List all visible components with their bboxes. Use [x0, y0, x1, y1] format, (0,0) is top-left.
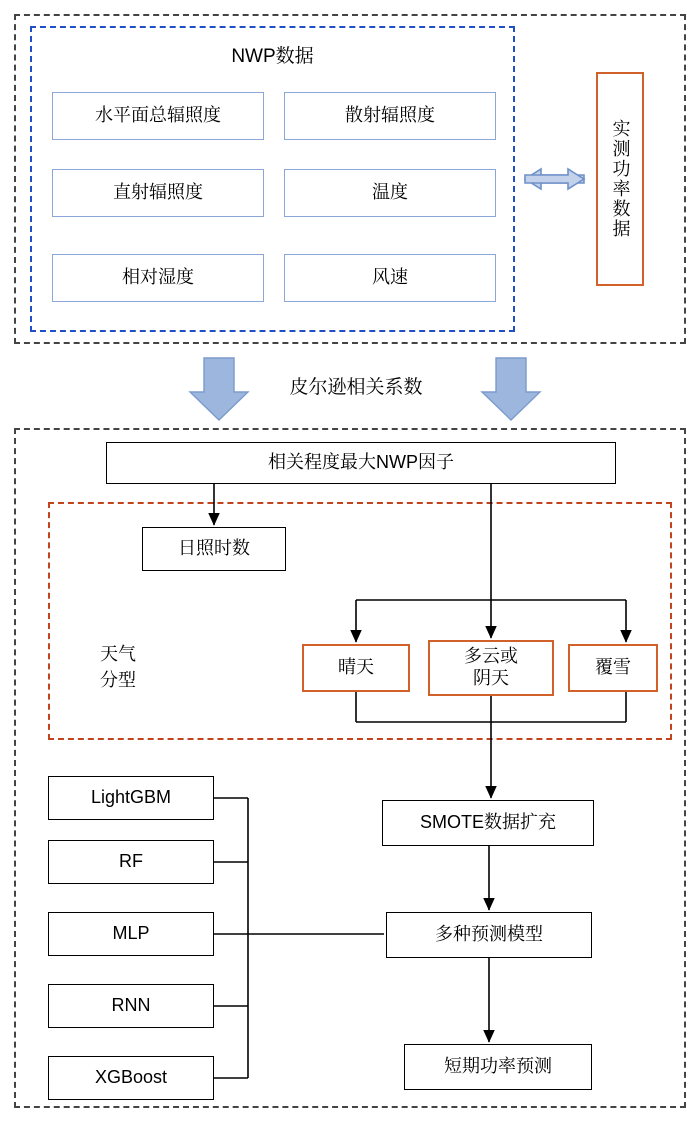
smote-box: SMOTE数据扩充 [382, 800, 594, 846]
weather-class-sunny: 晴天 [302, 644, 410, 692]
weather-class-snow-cover: 覆雪 [568, 644, 658, 692]
weather-typing-label [78, 636, 158, 696]
nwp-item-temperature: 温度 [284, 169, 496, 217]
model-item-lightgbm: LightGBM [48, 776, 214, 820]
nwp-item-wind-speed: 风速 [284, 254, 496, 302]
model-item-rnn: RNN [48, 984, 214, 1028]
blue-arrow-left [190, 358, 248, 420]
nwp-item-humidity: 相对湿度 [52, 254, 264, 302]
weather-class-cloudy-overcast [428, 640, 554, 696]
measured-power-box [596, 72, 644, 286]
nwp-group-title: NWP数据 [231, 45, 314, 67]
pearson-correlation-label: 皮尔逊相关系数 [289, 376, 423, 398]
nwp-item-ghi: 水平面总辐照度 [52, 92, 264, 140]
forecast-box: 短期功率预测 [404, 1044, 592, 1090]
blue-arrow-right [482, 358, 540, 420]
weather-class-cloudy-line2: 阴天 [473, 668, 509, 688]
model-item-rf: RF [48, 840, 214, 884]
weather-typing-label-line2: 分型 [100, 670, 136, 690]
model-item-mlp: MLP [48, 912, 214, 956]
nwp-item-dni: 直射辐照度 [52, 169, 264, 217]
weather-class-cloudy-line1: 多云或 [464, 646, 518, 667]
measured-power-label: 实测功率数据 [610, 119, 631, 239]
model-item-xgboost: XGBoost [48, 1056, 214, 1100]
sunshine-hours-box: 日照时数 [142, 527, 286, 571]
max-correlation-factor-box: 相关程度最大NWP因子 [106, 442, 616, 484]
weather-typing-label-line1: 天气 [100, 644, 136, 664]
models-box: 多种预测模型 [386, 912, 592, 958]
nwp-item-dhi: 散射辐照度 [284, 92, 496, 140]
